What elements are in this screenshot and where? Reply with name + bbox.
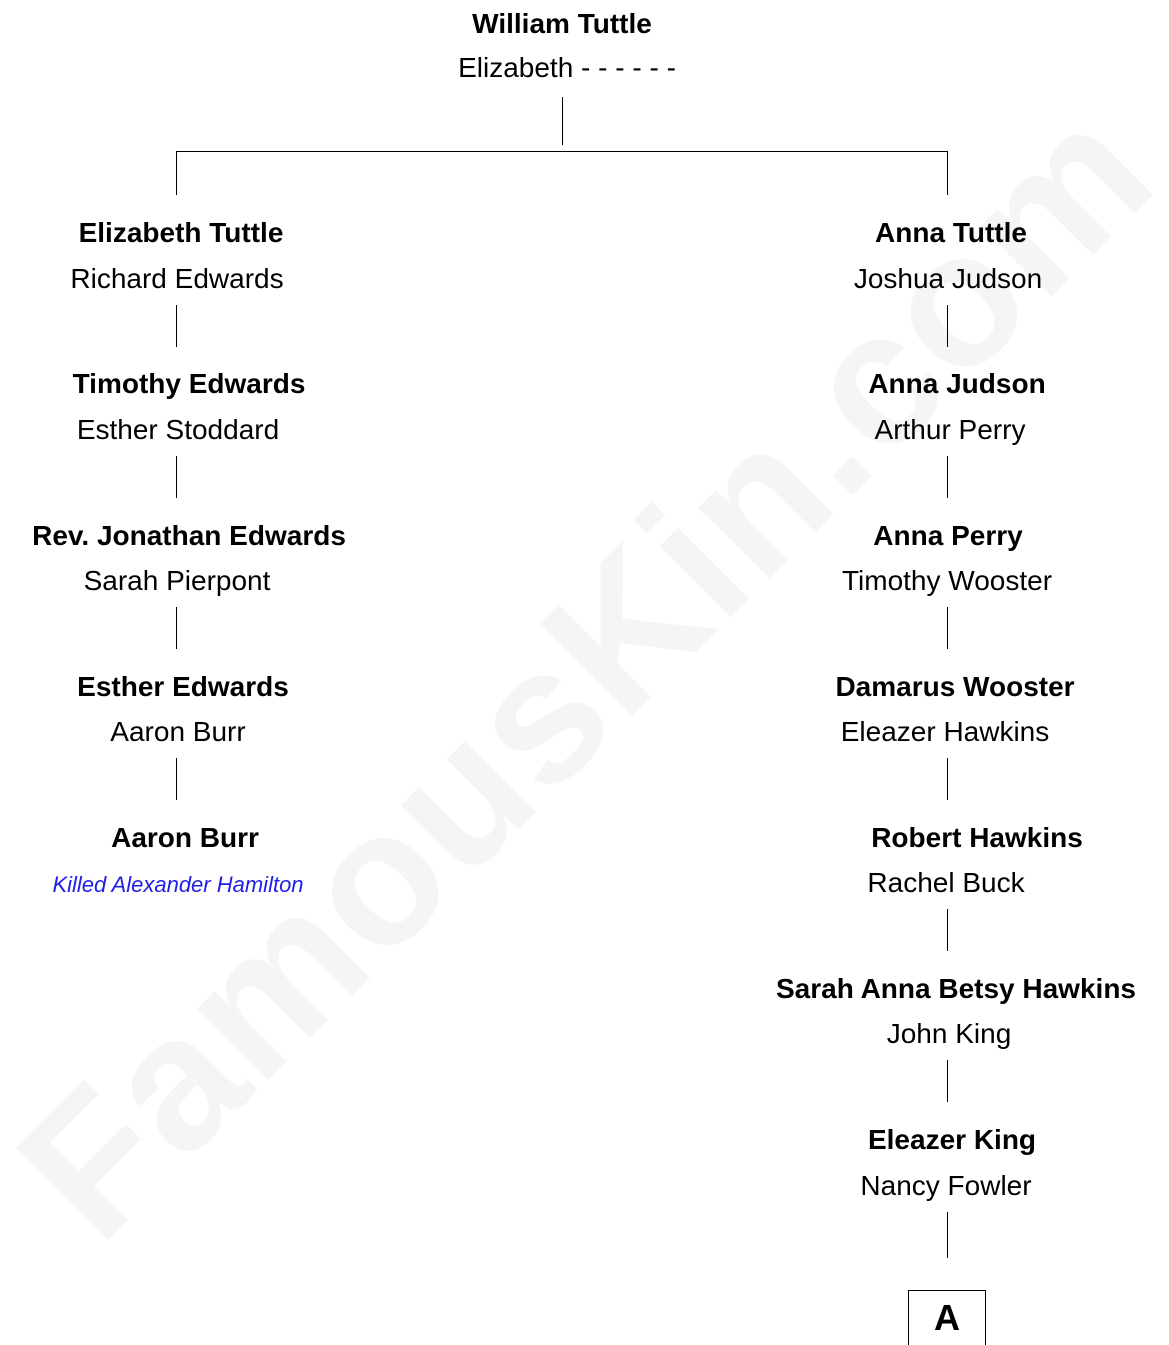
left-connector-3 [176,607,177,649]
right-1-name: Anna Judson [868,368,1046,399]
right-connector-1 [947,305,948,347]
left-1-spouse: Esther Stoddard [76,414,280,445]
left-4-name: Aaron Burr [111,822,259,853]
left-drop [176,151,177,195]
root-spouse: Elizabeth - - - - - - [458,52,676,83]
right-connector-5 [947,909,948,951]
right-0-name: Anna Tuttle [875,217,1027,248]
left-connector-1 [176,305,177,347]
left-2-name: Rev. Jonathan Edwards [32,520,346,551]
right-5-spouse: John King [886,1018,1012,1049]
sibling-bar [176,151,948,152]
right-5-name: Sarah Anna Betsy Hawkins [776,973,1136,1004]
right-4-name: Robert Hawkins [871,822,1083,853]
left-connector-2 [176,456,177,498]
right-2-spouse: Timothy Wooster [841,565,1053,596]
right-connector-2 [947,456,948,498]
root-connector [562,97,563,145]
right-6-spouse: Nancy Fowler [860,1170,1032,1201]
left-0-spouse: Richard Edwards [70,263,284,294]
right-2-name: Anna Perry [873,520,1023,551]
right-drop [947,151,948,195]
continuation-box [908,1290,986,1345]
left-2-spouse: Sarah Pierpont [83,565,271,596]
right-connector-6 [947,1060,948,1102]
left-3-spouse: Aaron Burr [110,716,246,747]
left-1-name: Timothy Edwards [72,368,306,399]
continuation-label: A [934,1297,960,1338]
left-0-name: Elizabeth Tuttle [78,217,284,248]
right-connector-3 [947,607,948,649]
right-3-spouse: Eleazer Hawkins [840,716,1050,747]
root-name: William Tuttle [472,8,652,39]
right-connector-4 [947,758,948,800]
right-4-spouse: Rachel Buck [867,867,1025,898]
right-3-name: Damarus Wooster [835,671,1075,702]
left-connector-4 [176,758,177,800]
right-0-spouse: Joshua Judson [853,263,1043,294]
right-connector-7 [947,1212,948,1258]
right-6-name: Eleazer King [867,1124,1037,1155]
left-3-name: Esther Edwards [77,671,289,702]
left-4-note: Killed Alexander Hamilton [52,872,304,897]
right-1-spouse: Arthur Perry [874,414,1026,445]
